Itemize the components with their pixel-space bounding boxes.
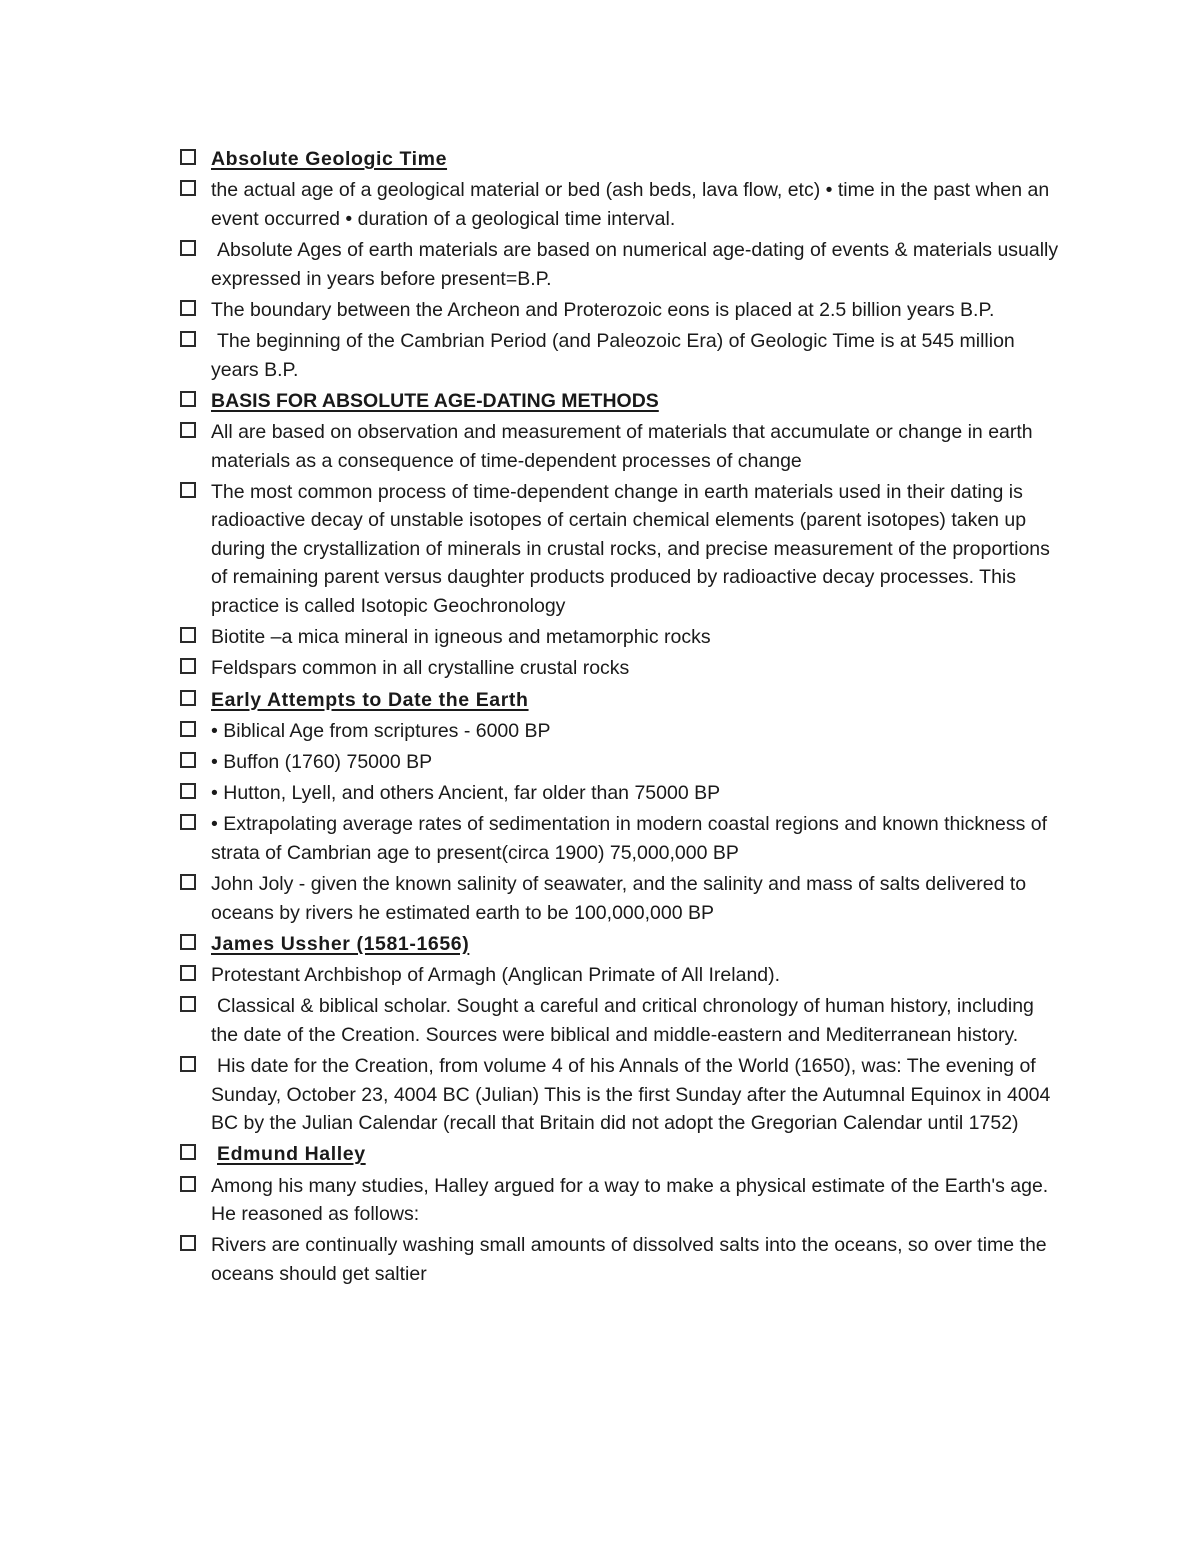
item-text: Biotite –a mica mineral in igneous and metamorphic rocks xyxy=(211,626,711,649)
checkbox-icon xyxy=(180,874,196,890)
item-text: The boundary between the Archeon and Proterozoic eons is placed at 2.5 billion years B.P. xyxy=(211,298,995,321)
section-heading-item xyxy=(180,387,1060,416)
list-item xyxy=(180,176,1060,233)
list-item xyxy=(180,478,1060,621)
list-item xyxy=(180,870,1060,927)
list-item xyxy=(180,654,1060,683)
checkbox-icon xyxy=(180,690,196,706)
checkbox-icon xyxy=(180,1176,196,1192)
checkbox-icon xyxy=(180,996,196,1012)
item-text: • Hutton, Lyell, and others Ancient, far older than 75000 BP xyxy=(211,782,721,805)
list-item xyxy=(180,623,1060,652)
item-text: Rivers are continually washing small amounts of dissolved salts into the oceans, so over time the oceans should get saltier xyxy=(211,1234,1047,1286)
item-text: Absolute Ages of earth materials are based on numerical age-dating of events & materials usually expressed in years before present=B.P. xyxy=(211,238,1059,290)
checkbox-icon xyxy=(180,1144,196,1160)
list-item xyxy=(180,1231,1060,1288)
item-text: The most common process of time-dependent change in earth materials used in their dating is radioactive decay of unstable isotopes of certain chemical elements (parent isotopes) taken up during the crystallization of minerals in crustal rocks, and precise measurement of the proportions of remaining parent versus daughter products produced by radioactive decay processes. This practice is called Isotopic Geochronology xyxy=(211,480,1050,618)
item-text: • Biblical Age from scriptures - 6000 BP xyxy=(211,719,551,742)
list-item xyxy=(180,296,1060,325)
checkbox-icon xyxy=(180,783,196,799)
list-item xyxy=(180,779,1060,808)
checkbox-icon xyxy=(180,482,196,498)
section-heading-text: Absolute Geologic Time xyxy=(211,148,448,170)
list-item xyxy=(180,236,1060,293)
item-text: the actual age of a geological material or bed (ash beds, lava flow, etc) • time in the past when an event occurred • duration of a geological time interval. xyxy=(211,179,1050,230)
checkbox-icon xyxy=(180,300,196,316)
section-heading-item xyxy=(180,686,1060,715)
section-heading-item xyxy=(180,930,1060,959)
checkbox-icon xyxy=(180,814,196,830)
list-item xyxy=(180,1172,1060,1229)
checkbox-icon xyxy=(180,180,196,196)
item-text: The beginning of the Cambrian Period (and Paleozoic Era) of Geologic Time is at 545 million years B.P. xyxy=(211,329,1015,381)
section-heading-text: Edmund Halley xyxy=(217,1143,366,1166)
section-heading-text: James Ussher (1581-1656) xyxy=(211,932,470,955)
list-item xyxy=(180,1052,1060,1138)
checkbox-icon xyxy=(180,658,196,674)
list-item xyxy=(180,992,1060,1049)
checkbox-icon xyxy=(180,149,196,165)
list-item xyxy=(180,810,1060,867)
checkbox-icon xyxy=(180,422,196,438)
checkbox-icon xyxy=(180,1056,196,1072)
item-text: Classical & biblical scholar. Sought a careful and critical chronology of human history, including the date of the Creation. Sources were biblical and middle-eastern and Mediterranean history. xyxy=(211,995,1034,1046)
item-text: • Extrapolating average rates of sedimentation in modern coastal regions and known thickness of strata of Cambrian age to present(circa 1900) 75,000,000 BP xyxy=(211,813,1048,864)
item-text: His date for the Creation, from volume 4 of his Annals of the World (1650), was: The evening of Sunday, October 23, 4004 BC (Julian) This is the first Sunday after the Autumnal Equinox in 4004 BC by the Julian Calendar (recall that Britain did not adopt the Gregorian Calendar until 1752) xyxy=(211,1055,1051,1135)
list-item xyxy=(180,717,1060,746)
item-text: John Joly - given the known salinity of seawater, and the salinity and mass of salts delivered to oceans by rivers he estimated earth to be 100,000,000 BP xyxy=(211,873,1027,924)
section-heading-text: Early Attempts to Date the Earth xyxy=(211,688,529,711)
item-text: Among his many studies, Halley argued for a way to make a physical estimate of the Earth's age. He reasoned as follows: xyxy=(211,1174,1049,1226)
checkbox-icon xyxy=(180,240,196,256)
section-heading-item xyxy=(180,145,1060,174)
item-text: All are based on observation and measurement of materials that accumulate or change in earth materials as a consequence of time-dependent processes of change xyxy=(211,420,1033,472)
checkbox-icon xyxy=(180,934,196,950)
checkbox-icon xyxy=(180,965,196,981)
checkbox-icon xyxy=(180,721,196,737)
checkbox-icon xyxy=(180,752,196,768)
checkbox-icon xyxy=(180,331,196,347)
list-item xyxy=(180,418,1060,475)
section-heading-item xyxy=(180,1140,1060,1169)
checklist xyxy=(180,145,1060,1291)
item-text: Protestant Archbishop of Armagh (Anglican Primate of All Ireland). xyxy=(211,964,781,987)
checkbox-icon xyxy=(180,1235,196,1251)
checkbox-icon xyxy=(180,627,196,643)
item-text: Feldspars common in all crystalline crustal rocks xyxy=(211,657,630,680)
list-item xyxy=(180,327,1060,384)
checkbox-icon xyxy=(180,391,196,407)
section-heading-text: BASIS FOR ABSOLUTE AGE-DATING METHODS xyxy=(211,389,659,412)
list-item xyxy=(180,961,1060,990)
item-text: • Buffon (1760) 75000 BP xyxy=(211,751,433,773)
list-item xyxy=(180,748,1060,777)
